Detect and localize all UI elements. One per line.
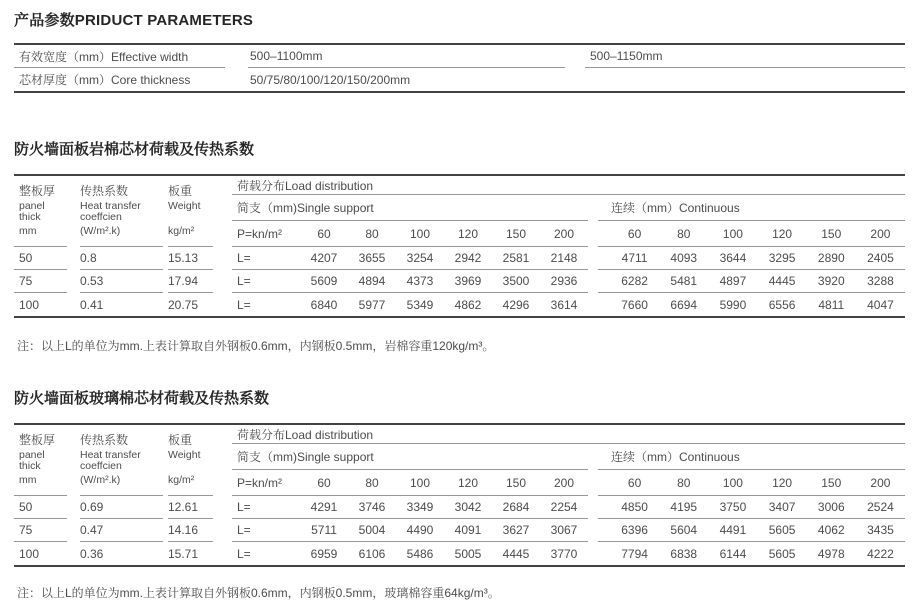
table-row xyxy=(14,68,905,91)
load-value: 4291 xyxy=(310,500,338,514)
load-distribution-group xyxy=(232,425,905,496)
column-gap xyxy=(588,542,598,565)
load-value: 7794 xyxy=(621,546,648,561)
column-gap xyxy=(67,176,80,247)
span-tick: 150 xyxy=(505,226,527,241)
load-value: 4195 xyxy=(670,500,698,514)
load-value: 4062 xyxy=(817,523,845,537)
load-value: 3627 xyxy=(502,523,530,537)
load-value: 3254 xyxy=(406,251,434,265)
column-gap xyxy=(67,519,80,542)
data-row xyxy=(14,496,905,519)
heat-transfer-value: 0.36 xyxy=(80,546,104,561)
column-gap xyxy=(588,195,598,221)
span-tick: 120 xyxy=(772,226,793,241)
load-value: 6396 xyxy=(621,523,648,537)
span-tick: 60 xyxy=(627,475,642,490)
load-value: 3655 xyxy=(358,251,386,265)
load-value: 2254 xyxy=(550,500,578,514)
load-value: 5481 xyxy=(670,274,698,288)
load-value: 4491 xyxy=(719,523,747,537)
header-en: Heat transfer xyxy=(80,200,141,212)
panel-thickness-value: 100 xyxy=(19,297,40,312)
column-gap xyxy=(213,247,232,270)
load-distribution-group xyxy=(232,176,905,247)
header-unit: mm xyxy=(19,474,37,486)
heat-transfer-value: 0.41 xyxy=(80,297,104,312)
row-value: 50/75/80/100/120/150/200mm xyxy=(250,72,411,87)
span-tick: 150 xyxy=(821,226,842,241)
section-title-rockwool: 防火墙面板岩棉芯材荷载及传热系数 xyxy=(14,141,255,158)
column-gap xyxy=(225,45,248,68)
header-unit: mm xyxy=(19,225,37,237)
load-value: 5609 xyxy=(310,274,338,288)
l-label: L= xyxy=(237,297,251,312)
header-unit: kg/m² xyxy=(168,474,195,486)
support-type-row xyxy=(232,444,905,470)
column-gap xyxy=(588,270,598,293)
heat-transfer-value: 0.53 xyxy=(80,270,163,293)
header-en: coeffcien xyxy=(80,460,122,472)
continuous-values xyxy=(598,519,905,542)
load-value: 3067 xyxy=(550,523,578,537)
load-value: 7660 xyxy=(621,297,648,312)
column-gap xyxy=(213,293,232,316)
panel-thickness-value: 50 xyxy=(14,496,67,519)
header-en: coeffcien xyxy=(80,211,122,223)
panel-thickness-value: 100 xyxy=(19,546,40,561)
heat-transfer-header xyxy=(80,176,163,247)
support-type-row xyxy=(232,195,905,221)
load-value: 3407 xyxy=(768,500,796,514)
column-gap xyxy=(213,425,232,496)
continuous-values xyxy=(598,496,905,519)
span-tick: 200 xyxy=(870,475,891,490)
load-value: 4978 xyxy=(817,546,845,561)
continuous-values xyxy=(598,542,905,565)
panel-thickness-header xyxy=(14,425,67,496)
span-tick: 100 xyxy=(722,475,743,490)
single-support-header: 简支（mm)Single support xyxy=(232,195,588,221)
span-tick: 100 xyxy=(722,226,743,241)
column-gap xyxy=(225,68,248,91)
column-gap xyxy=(67,270,80,293)
product-parameters-table xyxy=(14,43,905,93)
header-zh: 传热系数 xyxy=(80,433,129,447)
header-en: Heat transfer xyxy=(80,449,141,461)
continuous-header: 连续（mm）Continuous xyxy=(598,195,905,221)
table-note: 注：以上L的单位为mm.上表计算取自外钢板0.6mm，内钢板0.5mm，岩棉容重120kg/m³。 xyxy=(17,339,495,353)
header-zh: 整板厚 xyxy=(19,184,56,198)
l-label: L= xyxy=(237,500,251,514)
span-tick: 60 xyxy=(317,475,331,490)
section-title-glasswool: 防火墙面板玻璃棉芯材荷载及传热系数 xyxy=(14,390,270,407)
weight-value: 20.75 xyxy=(168,297,199,312)
column-gap xyxy=(213,176,232,247)
load-value: 6556 xyxy=(768,297,796,312)
header-en xyxy=(168,461,213,472)
load-value: 4091 xyxy=(454,523,482,537)
continuous-values xyxy=(598,270,905,293)
weight-value: 14.16 xyxy=(168,519,213,542)
weight-header xyxy=(168,425,213,496)
glasswool-load-table xyxy=(14,423,905,567)
load-value: 2405 xyxy=(867,251,894,265)
span-tick: 200 xyxy=(870,226,891,241)
load-value: 4897 xyxy=(719,274,747,288)
l-label: L= xyxy=(237,274,251,288)
header-zh: 板重 xyxy=(168,433,193,447)
continuous-span-headers xyxy=(598,470,905,496)
column-gap xyxy=(213,519,232,542)
single-support-values xyxy=(232,293,588,316)
load-value: 4445 xyxy=(768,274,796,288)
span-tick: 80 xyxy=(365,475,379,490)
load-value: 3644 xyxy=(719,251,747,265)
load-value: 2524 xyxy=(867,500,894,514)
weight-value: 17.94 xyxy=(168,270,213,293)
header-en: panel xyxy=(19,200,45,212)
load-value: 4490 xyxy=(406,523,434,537)
weight-value: 15.71 xyxy=(168,546,199,561)
header-zh: 传热系数 xyxy=(80,184,129,198)
load-value: 3746 xyxy=(358,500,386,514)
l-label: L= xyxy=(237,523,251,537)
load-value: 2936 xyxy=(550,274,578,288)
column-gap xyxy=(213,496,232,519)
load-value: 2890 xyxy=(817,251,845,265)
pressure-label: P=kn/m² xyxy=(237,475,283,490)
load-value: 3349 xyxy=(406,500,434,514)
load-value: 6282 xyxy=(621,274,648,288)
load-value: 5605 xyxy=(768,546,796,561)
load-value: 6144 xyxy=(719,546,747,561)
header-en: Weight xyxy=(168,449,201,461)
row-value xyxy=(585,68,905,91)
column-gap xyxy=(213,270,232,293)
column-gap xyxy=(588,496,598,519)
table-header xyxy=(14,425,905,496)
header-zh: 板重 xyxy=(168,184,193,198)
span-tick: 80 xyxy=(677,475,691,490)
column-gap xyxy=(565,68,585,91)
load-value: 4093 xyxy=(670,251,698,265)
load-value: 6959 xyxy=(310,546,338,561)
weight-value: 12.61 xyxy=(168,496,213,519)
column-gap xyxy=(67,247,80,270)
l-label: L= xyxy=(237,251,251,265)
column-gap xyxy=(565,45,585,68)
load-value: 4207 xyxy=(310,251,338,265)
load-value: 3295 xyxy=(768,251,796,265)
load-value: 3006 xyxy=(817,500,845,514)
load-value: 6838 xyxy=(670,546,698,561)
load-value: 4862 xyxy=(454,297,482,312)
row-label: 芯材厚度（mm）Core thickness xyxy=(19,73,191,87)
load-value: 3750 xyxy=(719,500,747,514)
pressure-label: P=kn/m² xyxy=(237,226,283,241)
weight-header xyxy=(168,176,213,247)
table-body xyxy=(14,496,905,565)
single-support-values xyxy=(232,542,588,565)
header-unit: kg/m² xyxy=(168,225,195,237)
table-row xyxy=(14,45,905,68)
load-value: 2684 xyxy=(502,500,530,514)
load-value: 5977 xyxy=(358,297,386,312)
continuous-values xyxy=(598,247,905,270)
continuous-span-headers xyxy=(598,221,905,247)
span-tick: 100 xyxy=(409,475,431,490)
load-value: 5486 xyxy=(406,546,434,561)
single-support-values xyxy=(232,270,588,293)
header-en: panel xyxy=(19,449,45,461)
column-gap xyxy=(588,247,598,270)
data-row xyxy=(14,519,905,542)
heat-transfer-value: 0.8 xyxy=(80,247,163,270)
column-gap xyxy=(67,293,80,316)
load-value: 3614 xyxy=(550,297,578,312)
header-unit: (W/m².k) xyxy=(80,474,121,486)
heat-transfer-header xyxy=(80,425,163,496)
heat-transfer-value: 0.47 xyxy=(80,519,163,542)
load-value: 5605 xyxy=(768,523,796,537)
span-tick: 60 xyxy=(317,226,331,241)
table-body xyxy=(14,247,905,316)
continuous-values xyxy=(598,293,905,316)
load-value: 4850 xyxy=(621,500,648,514)
single-support-values xyxy=(232,247,588,270)
header-unit: (W/m².k) xyxy=(80,225,121,237)
span-tick: 80 xyxy=(365,226,379,241)
table-header xyxy=(14,176,905,247)
span-tick: 120 xyxy=(457,475,479,490)
span-header-row xyxy=(232,221,905,247)
continuous-header: 连续（mm）Continuous xyxy=(598,444,905,470)
span-tick: 60 xyxy=(627,226,642,241)
single-support-values xyxy=(232,496,588,519)
column-gap xyxy=(213,542,232,565)
load-value: 3500 xyxy=(502,274,530,288)
table-note: 注：以上L的单位为mm.上表计算取自外钢板0.6mm，内钢板0.5mm，玻璃棉容重64kg/m³。 xyxy=(17,586,500,600)
header-en xyxy=(168,212,213,223)
panel-thickness-header xyxy=(14,176,67,247)
load-value: 5604 xyxy=(670,523,698,537)
column-gap xyxy=(67,425,80,496)
load-value: 2942 xyxy=(454,251,482,265)
load-value: 3920 xyxy=(817,274,845,288)
single-support-values xyxy=(232,519,588,542)
data-row xyxy=(14,542,905,565)
page-title: 产品参数PRIDUCT PARAMETERS xyxy=(14,12,254,29)
load-value: 2581 xyxy=(502,251,530,265)
load-value: 4811 xyxy=(818,297,845,312)
load-value: 4296 xyxy=(502,297,530,312)
load-value: 4047 xyxy=(867,297,894,312)
row-value: 500–1100mm xyxy=(248,45,565,68)
span-tick: 200 xyxy=(553,475,575,490)
panel-thickness-value: 75 xyxy=(14,519,67,542)
load-value: 3288 xyxy=(867,274,894,288)
column-gap xyxy=(588,519,598,542)
load-value: 5004 xyxy=(358,523,386,537)
single-support-header: 简支（mm)Single support xyxy=(232,444,588,470)
data-row xyxy=(14,293,905,316)
load-value: 4711 xyxy=(621,251,648,265)
load-value: 3435 xyxy=(867,523,894,537)
load-value: 5711 xyxy=(311,523,337,537)
weight-value: 15.13 xyxy=(168,247,213,270)
span-tick: 120 xyxy=(457,226,479,241)
load-distribution-header: 荷载分布Load distribution xyxy=(232,425,905,444)
row-value: 500–1150mm xyxy=(585,45,905,68)
span-tick: 120 xyxy=(772,475,793,490)
row-label: 有效宽度（mm）Effective width xyxy=(14,45,225,68)
column-gap xyxy=(67,542,80,565)
load-value: 4222 xyxy=(867,546,894,561)
load-value: 3042 xyxy=(454,500,482,514)
data-row xyxy=(14,247,905,270)
load-value: 3770 xyxy=(550,546,578,561)
span-tick: 150 xyxy=(821,475,842,490)
header-en: thick xyxy=(19,460,41,472)
load-value: 3969 xyxy=(454,274,482,288)
column-gap xyxy=(588,221,598,247)
panel-thickness-value: 75 xyxy=(14,270,67,293)
heat-transfer-value: 0.69 xyxy=(80,496,163,519)
load-value: 5990 xyxy=(719,297,747,312)
single-span-headers xyxy=(232,470,588,496)
load-value: 5349 xyxy=(406,297,434,312)
span-tick: 100 xyxy=(409,226,431,241)
load-value: 4445 xyxy=(502,546,530,561)
load-value: 6840 xyxy=(310,297,338,312)
load-value: 4373 xyxy=(406,274,434,288)
load-distribution-header: 荷载分布Load distribution xyxy=(232,176,905,195)
load-value: 4894 xyxy=(358,274,386,288)
column-gap xyxy=(588,470,598,496)
column-gap xyxy=(588,444,598,470)
header-zh: 整板厚 xyxy=(19,433,56,447)
column-gap xyxy=(588,293,598,316)
header-en: thick xyxy=(19,211,41,223)
rockwool-load-table xyxy=(14,174,905,318)
span-tick: 150 xyxy=(505,475,527,490)
single-span-headers xyxy=(232,221,588,247)
load-value: 6694 xyxy=(670,297,698,312)
header-en: Weight xyxy=(168,200,201,212)
span-tick: 200 xyxy=(553,226,575,241)
load-value: 6106 xyxy=(358,546,386,561)
span-header-row xyxy=(232,470,905,496)
data-row xyxy=(14,270,905,293)
load-value: 2148 xyxy=(550,251,578,265)
column-gap xyxy=(67,496,80,519)
load-value: 5005 xyxy=(454,546,482,561)
l-label: L= xyxy=(237,546,251,561)
span-tick: 80 xyxy=(677,226,691,241)
panel-thickness-value: 50 xyxy=(14,247,67,270)
